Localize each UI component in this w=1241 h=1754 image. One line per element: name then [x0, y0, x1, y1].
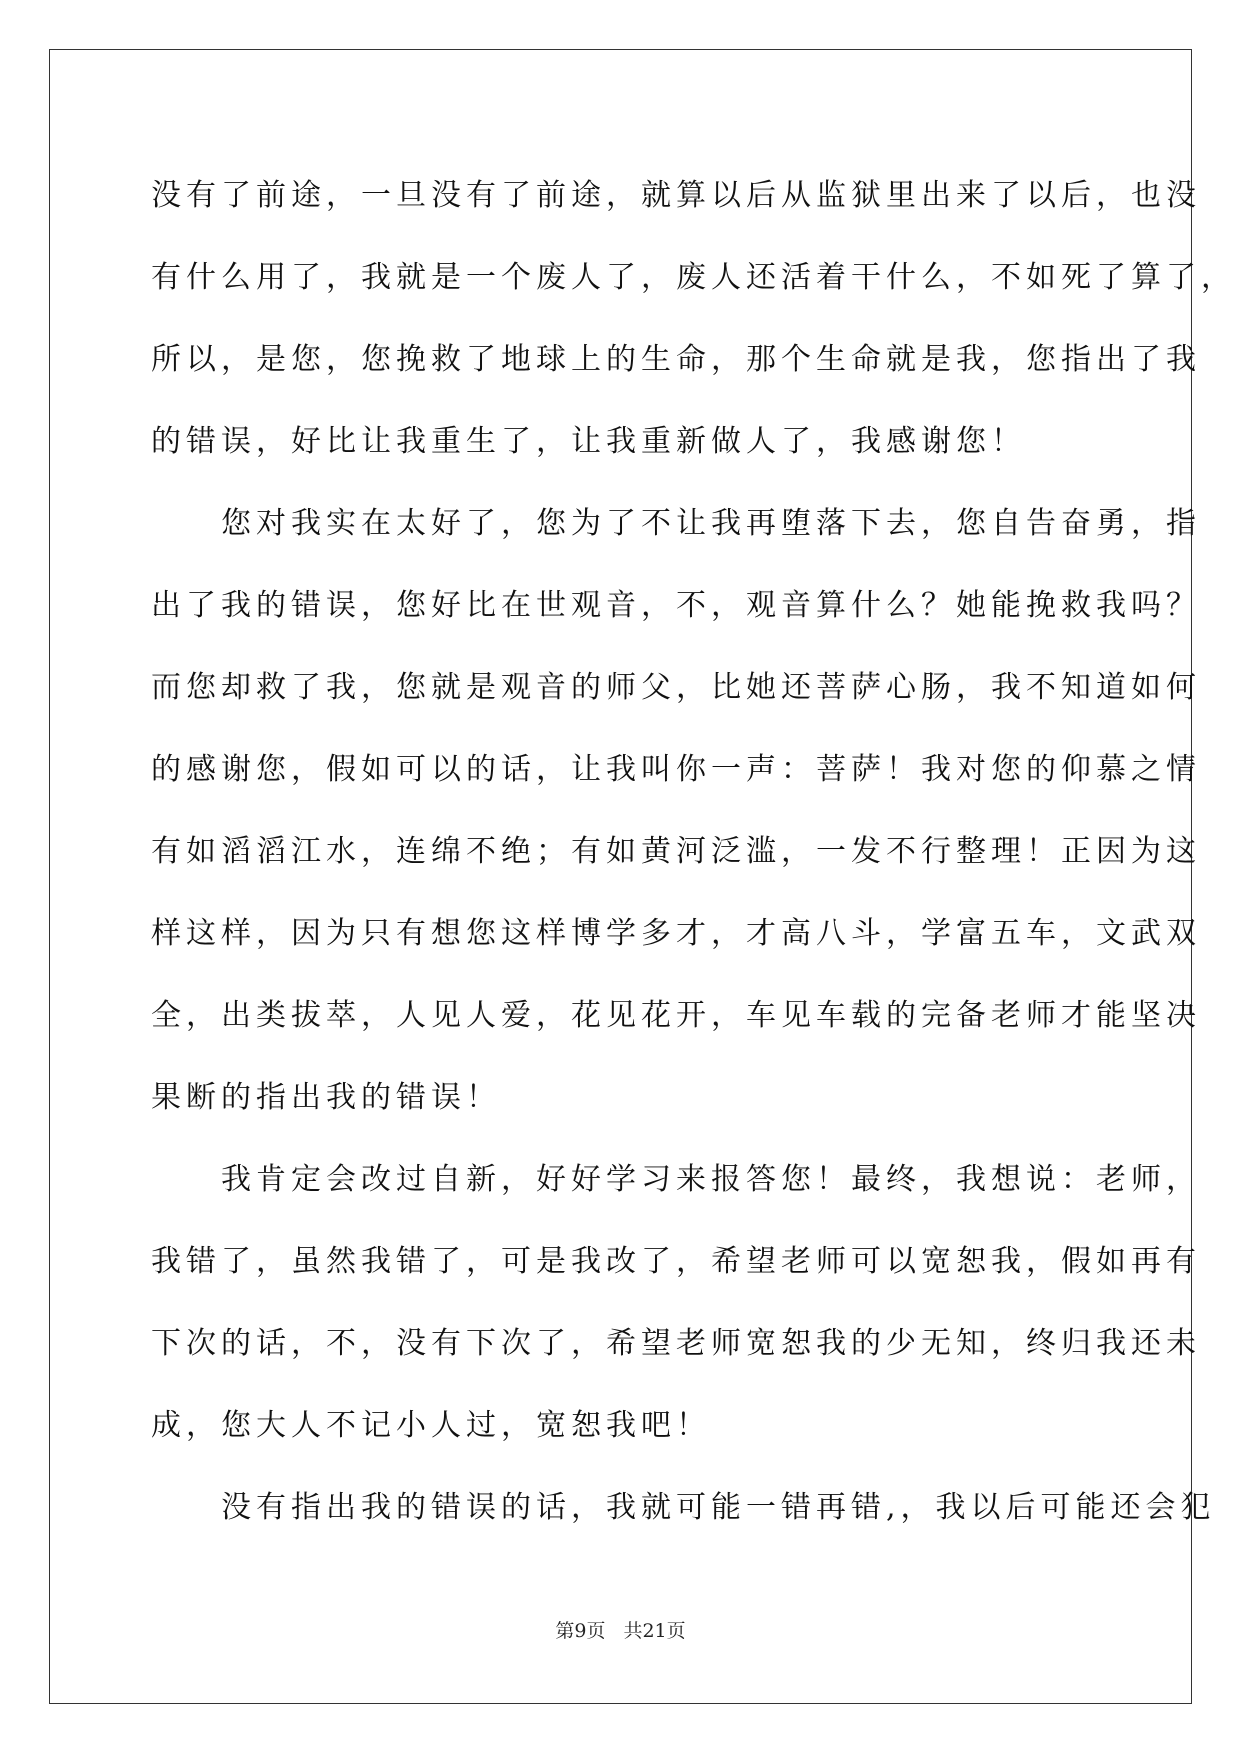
- text-line: 下次的话，不，没有下次了，希望老师宽恕我的少无知，终归我还未: [151, 1326, 1201, 1361]
- document-body: [151, 155, 1236, 1549]
- page-number: 第9页: [555, 1620, 606, 1642]
- text-line: 没有指出我的错误的话，我就可能一错再错,，我以后可能还会犯: [151, 1490, 1216, 1525]
- text-line: 出了我的错误，您好比在世观音，不，观音算什么？她能挽救我吗？: [151, 588, 1201, 623]
- text-line: 所以，是您，您挽救了地球上的生命，那个生命就是我，您指出了我: [151, 342, 1201, 377]
- text-line: 样这样，因为只有想您这样博学多才，才高八斗，学富五车，文武双: [151, 916, 1201, 951]
- text-line: 我肯定会改过自新，好好学习来报答您！最终，我想说：老师，: [151, 1162, 1201, 1197]
- text-line: 全，出类拔萃，人见人爱，花见花开，车见车载的完备老师才能坚决: [151, 998, 1201, 1033]
- text-line: 果断的指出我的错误！: [151, 1080, 501, 1115]
- text-line: 的感谢您，假如可以的话，让我叫你一声：菩萨！我对您的仰慕之情: [151, 752, 1201, 787]
- text-line: 您对我实在太好了，您为了不让我再堕落下去，您自告奋勇，指: [151, 506, 1201, 541]
- text-line: 有什么用了，我就是一个废人了，废人还活着干什么，不如死了算了，: [151, 260, 1236, 295]
- page-total: 共21页: [623, 1620, 686, 1642]
- text-line: 而您却救了我，您就是观音的师父，比她还菩萨心肠，我不知道如何: [151, 670, 1201, 705]
- page-footer: [0, 1616, 1241, 1643]
- text-line: 成，您大人不记小人过，宽恕我吧！: [151, 1408, 711, 1443]
- text-line: 有如滔滔江水，连绵不绝；有如黄河泛滥，一发不行整理！正因为这: [151, 834, 1201, 869]
- text-line: 的错误，好比让我重生了，让我重新做人了，我感谢您！: [151, 424, 1026, 459]
- text-line: 我错了，虽然我错了，可是我改了，希望老师可以宽恕我，假如再有: [151, 1244, 1201, 1279]
- text-line: 没有了前途，一旦没有了前途，就算以后从监狱里出来了以后，也没: [151, 178, 1201, 213]
